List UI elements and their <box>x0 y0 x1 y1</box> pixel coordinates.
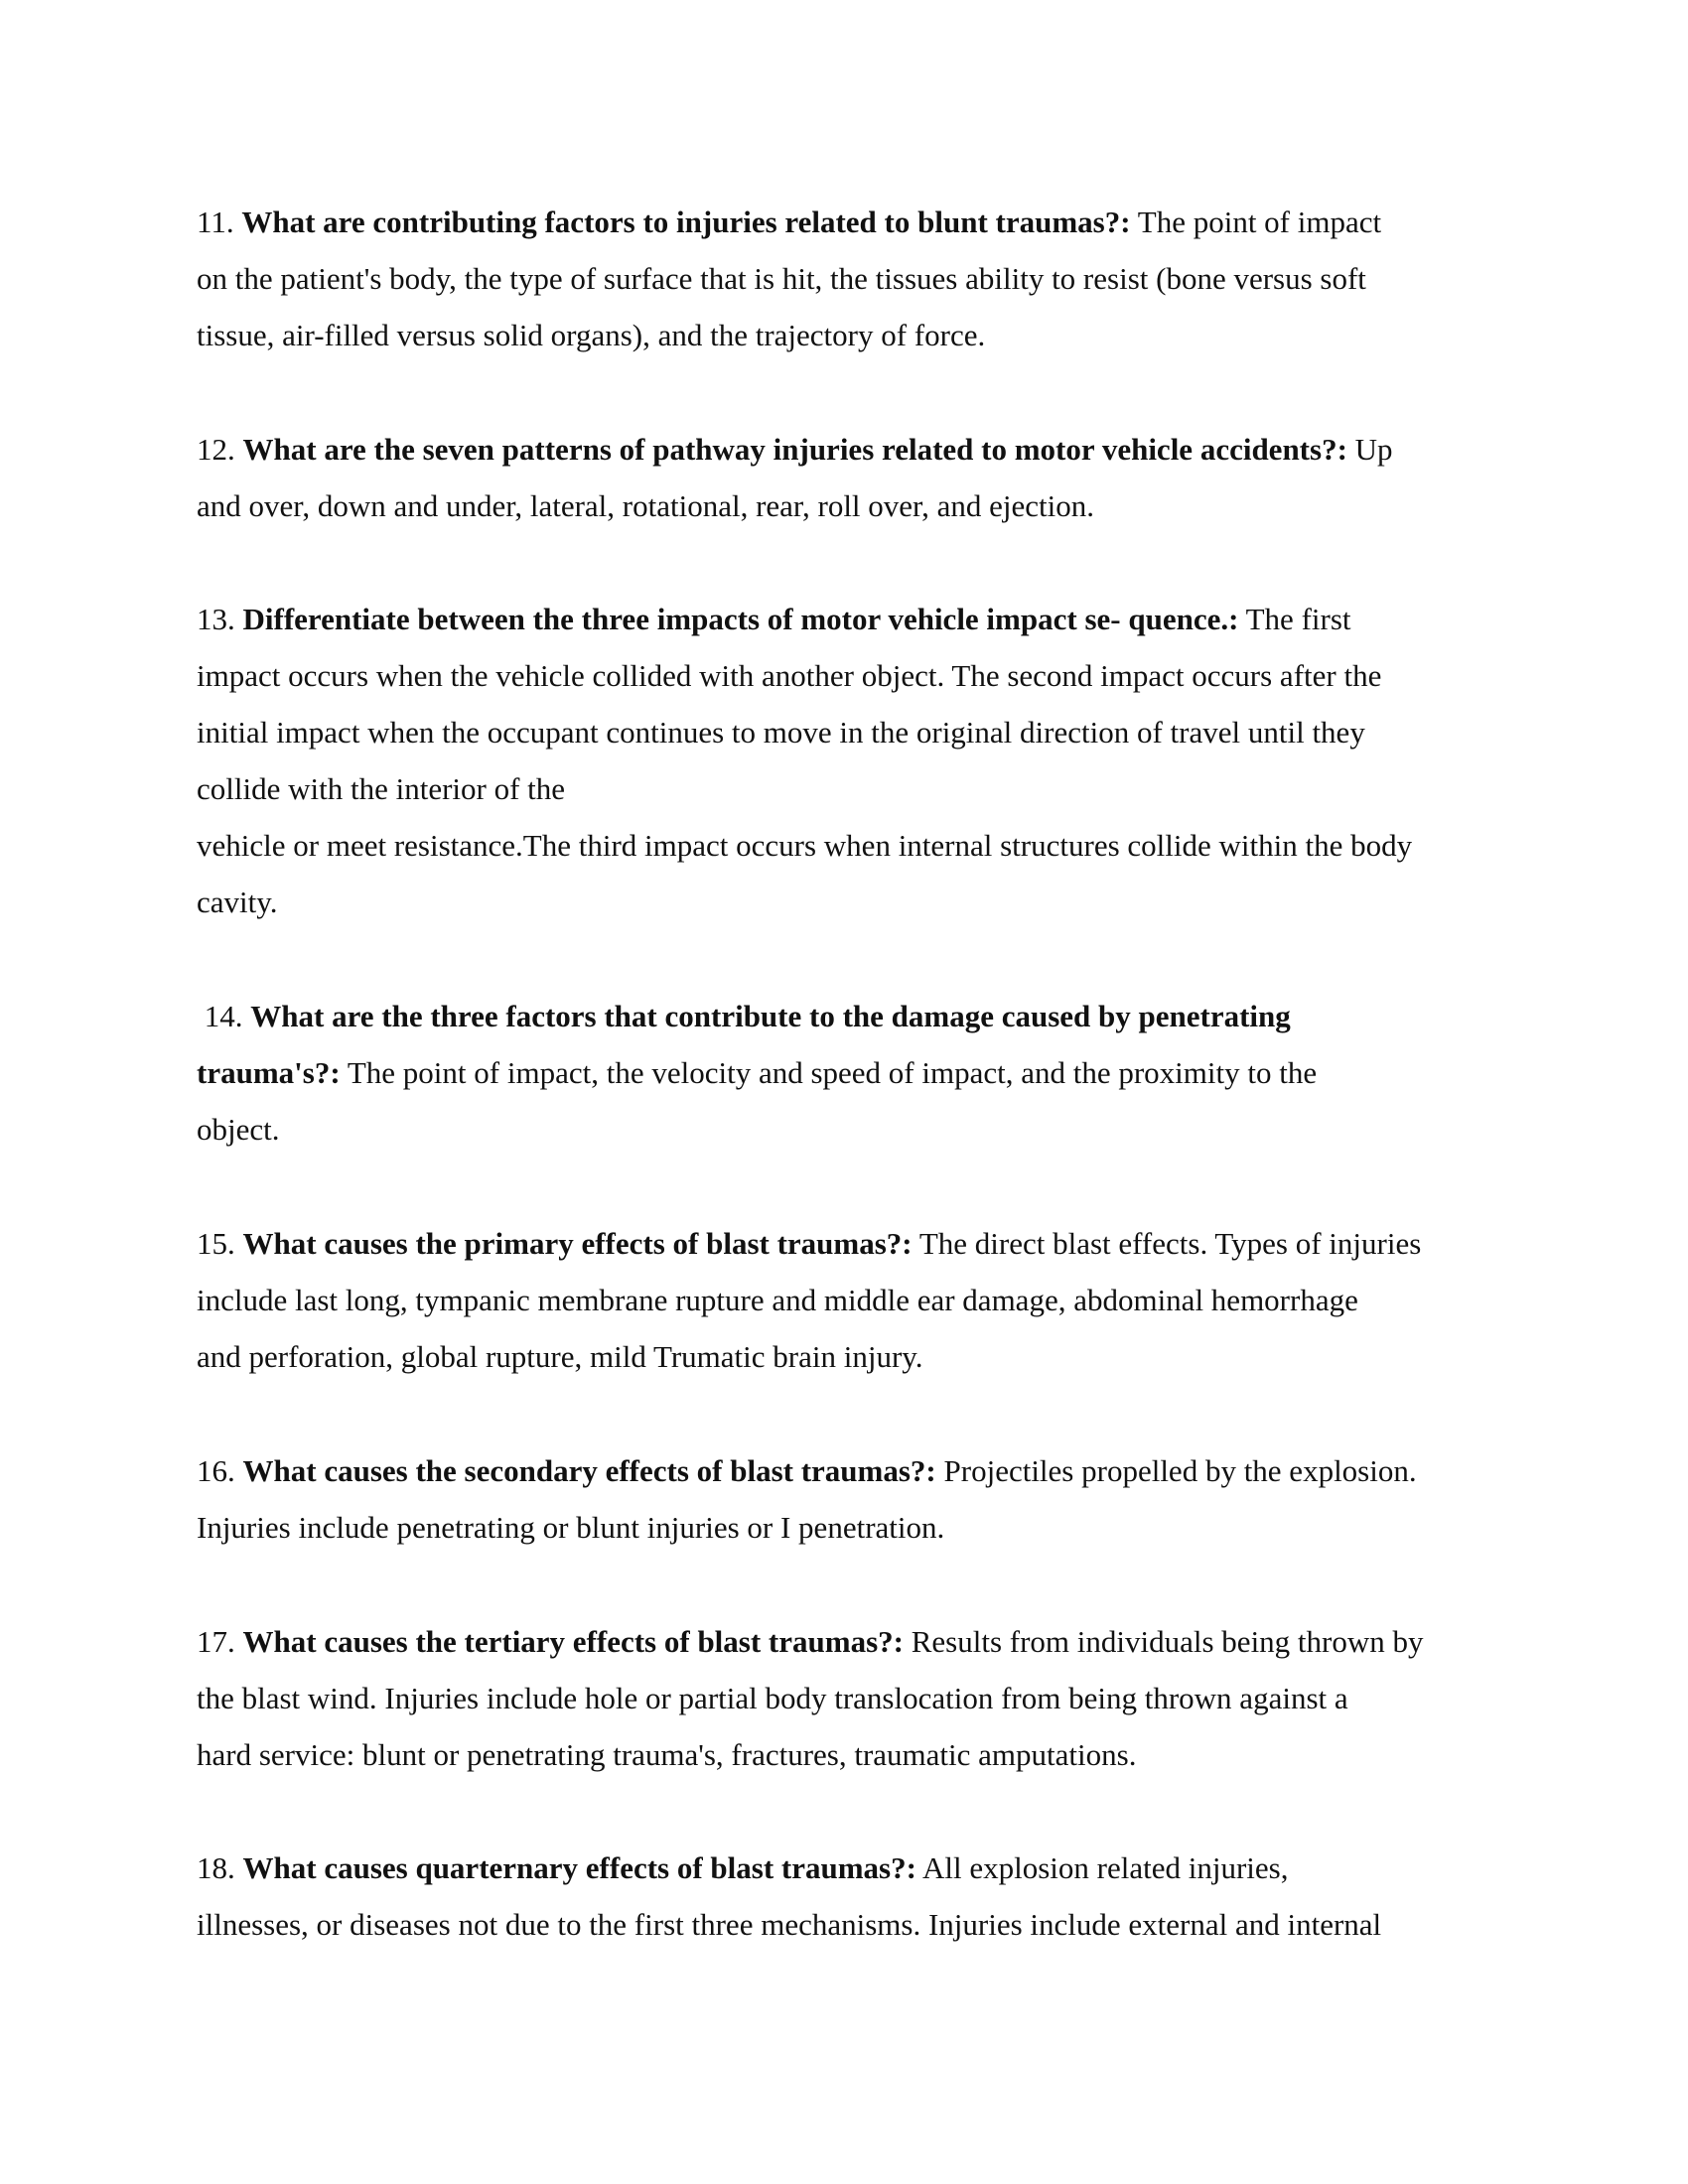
answer-line: impact occurs when the vehicle collided with another object. The second impact occurs after the <box>197 658 1382 693</box>
question-number: 12. <box>197 432 235 467</box>
question-number: 14. <box>204 999 243 1033</box>
question-number: 11. <box>197 205 234 239</box>
qa-first-line <box>197 1215 1507 1272</box>
qa-first-line <box>197 1442 1507 1499</box>
answer-line: object. <box>197 1112 280 1147</box>
qa-first-line <box>197 988 1507 1044</box>
answer-line: illnesses, or diseases not due to the first three mechanisms. Injuries include external and internal <box>197 1907 1382 1942</box>
question-text: What are the three factors that contribute to the damage caused by penetrating <box>250 999 1291 1033</box>
question-text: What causes the secondary effects of blast traumas?: <box>242 1453 936 1488</box>
qa-first-line <box>197 421 1507 478</box>
qa-item-12 <box>197 421 1507 534</box>
answer-text: The point of impact <box>1137 205 1382 239</box>
qa-item-17 <box>197 1613 1507 1783</box>
question-number: 18. <box>197 1850 235 1885</box>
qa-item-15 <box>197 1215 1507 1385</box>
qa-first-line <box>197 194 1507 250</box>
question-number: 13. <box>197 602 235 636</box>
question-number: 15. <box>197 1226 235 1261</box>
answer-text: Results from individuals being thrown by <box>911 1624 1424 1659</box>
answer-text: Up <box>1354 432 1393 467</box>
answer-line: the blast wind. Injuries include hole or partial body translocation from being thrown against a <box>197 1681 1348 1715</box>
answer-line: hard service: blunt or penetrating trauma's, fractures, traumatic amputations. <box>197 1737 1137 1772</box>
answer-line: initial impact when the occupant continues to move in the original direction of travel until they <box>197 715 1365 750</box>
answer-line: cavity. <box>197 885 278 919</box>
question-text: What causes the tertiary effects of blast traumas?: <box>242 1624 904 1659</box>
question-number: 16. <box>197 1453 235 1488</box>
answer-line: collide with the interior of the <box>197 771 566 806</box>
question-text: What causes quarternary effects of blast traumas?: <box>242 1850 916 1885</box>
answer-line: Injuries include penetrating or blunt injuries or I penetration. <box>197 1510 945 1545</box>
qa-item-18 <box>197 1840 1507 1953</box>
qa-first-line <box>197 591 1507 647</box>
question-text: Differentiate between the three impacts of motor vehicle impact se- quence.: <box>242 602 1239 636</box>
answer-line: include last long, tympanic membrane rupture and middle ear damage, abdominal hemorrhage <box>197 1283 1358 1317</box>
question-number: 17. <box>197 1624 235 1659</box>
qa-item-14 <box>197 988 1507 1158</box>
answer-text: The point of impact, the velocity and speed of impact, and the proximity to the <box>347 1055 1318 1090</box>
qa-item-11 <box>197 194 1507 363</box>
qa-first-line <box>197 1840 1507 1896</box>
question-text: What are the seven patterns of pathway injuries related to motor vehicle accidents?: <box>242 432 1347 467</box>
answer-text: Projectiles propelled by the explosion. <box>943 1453 1417 1488</box>
answer-line: on the patient's body, the type of surface that is hit, the tissues ability to resist (bone versus soft <box>197 261 1366 296</box>
answer-line: and over, down and under, lateral, rotational, rear, roll over, and ejection. <box>197 488 1095 523</box>
question-text: What are contributing factors to injuries related to blunt traumas?: <box>241 205 1131 239</box>
question-text: What causes the primary effects of blast traumas?: <box>242 1226 913 1261</box>
answer-line: and perforation, global rupture, mild Trumatic brain injury. <box>197 1339 923 1374</box>
question-text-cont: trauma's?: <box>197 1055 341 1090</box>
answer-text: All explosion related injuries, <box>922 1850 1289 1885</box>
qa-item-13 <box>197 591 1507 930</box>
qa-second-line <box>197 1044 1507 1101</box>
qa-item-16 <box>197 1442 1507 1556</box>
answer-text: The first <box>1245 602 1351 636</box>
answer-text: The direct blast effects. Types of injuries <box>918 1226 1422 1261</box>
qa-first-line <box>197 1613 1507 1670</box>
answer-line: tissue, air-filled versus solid organs), and the trajectory of force. <box>197 318 986 352</box>
answer-line: vehicle or meet resistance.The third impact occurs when internal structures collide within the body <box>197 828 1413 863</box>
